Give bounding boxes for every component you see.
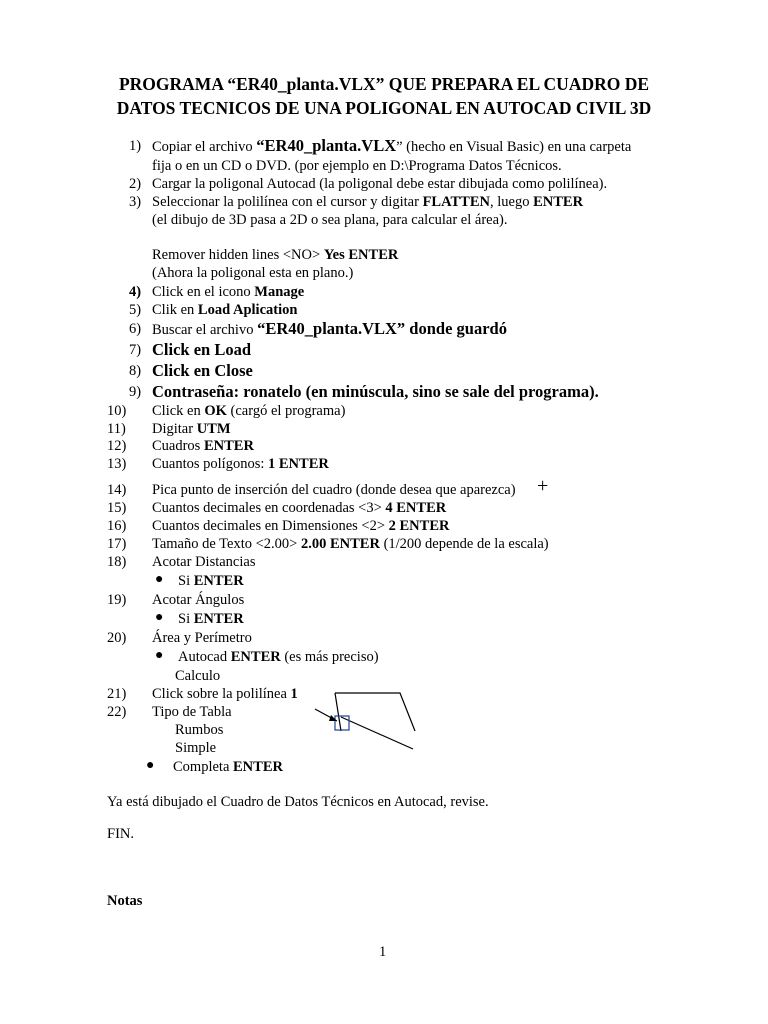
step-number: 10)	[107, 403, 127, 419]
step-20-option-autocad: Autocad ENTER (es más preciso)	[178, 649, 379, 665]
step-number: 1)	[129, 138, 142, 154]
step-number: 18)	[107, 554, 127, 570]
page-number: 1	[379, 944, 387, 960]
document-title-line-1: PROGRAMA “ER40_planta.VLX” QUE PREPARA EL CUADRO DE	[118, 74, 650, 94]
polyline-shape	[335, 693, 415, 731]
step-20-option-calculo: Calculo	[175, 668, 221, 684]
step-number: 19)	[107, 592, 127, 608]
step-number: 16)	[107, 518, 127, 534]
step-3-hidden-lines: Remover hidden lines <NO> Yes ENTER	[152, 247, 399, 263]
step-22-option-rumbos: Rumbos	[175, 722, 224, 738]
step-number: 8)	[129, 363, 142, 379]
step-number: 9)	[129, 384, 142, 400]
notes-heading: Notas	[107, 893, 143, 909]
step-22-option-completa: Completa ENTER	[173, 759, 283, 775]
step-number: 4)	[129, 284, 142, 300]
step-number: 17)	[107, 536, 127, 552]
polyline-selection-diagram	[305, 685, 425, 765]
step-number: 13)	[107, 456, 127, 472]
step-number: 20)	[107, 630, 127, 646]
bullet-icon: ●	[146, 758, 155, 773]
step-number: 3)	[129, 194, 142, 210]
document-title-line-2: DATOS TECNICOS DE UNA POLIGONAL EN AUTOCAD CIVIL 3D	[116, 98, 652, 118]
step-number: 11)	[107, 421, 126, 437]
step-number: 22)	[107, 704, 127, 720]
step-number: 5)	[129, 302, 142, 318]
polyline-edge-lower	[341, 717, 413, 749]
step-18-option: Si ENTER	[178, 573, 244, 589]
step-number: 21)	[107, 686, 127, 702]
step-number: 6)	[129, 321, 142, 337]
bullet-icon: ●	[155, 572, 164, 587]
bullet-icon: ●	[155, 648, 164, 663]
step-1-continuation: fija o en un CD o DVD. (por ejemplo en D:\Programa Datos Técnicos.	[152, 158, 562, 174]
fin-text: FIN.	[107, 826, 134, 842]
step-3-plane-note: (Ahora la poligonal esta en plano.)	[152, 265, 354, 281]
step-number: 2)	[129, 176, 142, 192]
step-number: 7)	[129, 342, 142, 358]
step-22-option-simple: Simple	[175, 740, 217, 756]
crosshair-icon: +	[537, 475, 549, 497]
bullet-icon: ●	[155, 610, 164, 625]
step-19-option: Si ENTER	[178, 611, 244, 627]
step-number: 14)	[107, 482, 127, 498]
polyline-edge	[335, 693, 341, 731]
closing-text: Ya está dibujado el Cuadro de Datos Técnicos en Autocad, revise.	[107, 794, 489, 810]
step-number: 15)	[107, 500, 127, 516]
step-3-note: (el dibujo de 3D pasa a 2D o sea plana, para calcular el área).	[152, 212, 508, 228]
step-number: 12)	[107, 438, 127, 454]
